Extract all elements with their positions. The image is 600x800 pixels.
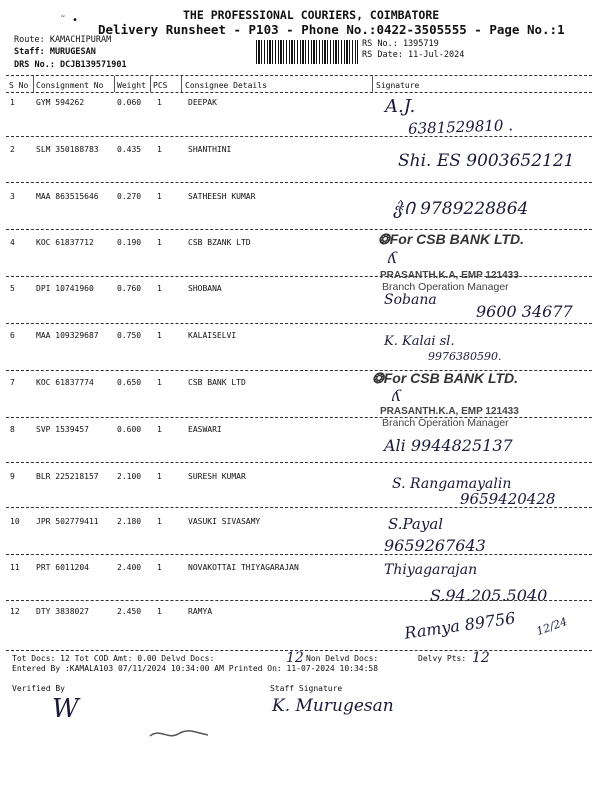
row-sno: 11 [10,563,20,572]
row-sno: 3 [10,192,15,201]
row-consignee: SHANTHINI [188,145,232,154]
row-pcs: 1 [157,517,162,526]
row-weight: 0.750 [117,331,142,340]
handwritten-signature: S.Payal [388,515,444,533]
company-title: THE PROFESSIONAL COURIERS, COIMBATORE [183,8,440,22]
row-consignee: CSB BANK LTD [188,378,246,387]
col-sep [150,76,151,92]
row-consignment: GYM 594262 [36,98,85,107]
row-weight: 0.270 [117,192,142,201]
row-consignee: SATHEESH KUMAR [188,192,256,201]
row-weight: 2.100 [117,472,142,481]
divider [6,136,592,137]
divider [6,323,592,324]
handwritten-signature: ჭᲘ 9789228864 [394,199,529,219]
handwritten-phone: 9659420428 [460,490,556,508]
divider [6,600,592,601]
handwritten-phone: S.94.205.5040 [430,586,548,605]
row-consignment: MAA 863515646 [36,192,99,201]
row-weight: 0.650 [117,378,142,387]
row-pcs: 1 [157,98,162,107]
divider [6,92,592,93]
row-consignee: SURESH KUMAR [188,472,246,481]
col-weight: Weight [117,81,146,90]
row-consignee: CSB BZANK LTD [188,238,251,247]
divider [6,276,592,277]
handwritten-delivery-points: 12 [472,650,490,666]
col-sep [181,76,182,92]
row-sno: 8 [10,425,15,434]
handwritten-phone: 9659267643 [384,536,486,555]
handwritten-date: 12/24 [534,614,569,639]
row-consignment: MAA 109329687 [36,331,99,340]
verified-by-label: Verified By [12,684,65,693]
row-pcs: 1 [157,378,162,387]
scribble-mark [148,726,212,744]
staff-handwritten-signature: K. Murugesan [272,696,394,716]
col-sep [114,76,115,92]
divider [6,507,592,508]
row-sno: 9 [10,472,15,481]
col-signature: Signature [376,81,420,90]
row-sno: 7 [10,378,15,387]
row-sno: 10 [10,517,20,526]
row-weight: 0.435 [117,145,142,154]
row-weight: 0.190 [117,238,142,247]
handwritten-signature: Ramya 89756 [403,608,517,643]
handwritten-signature: A.J. [385,96,416,117]
row-weight: 0.060 [117,98,142,107]
row-sno: 2 [10,145,15,154]
scribble-mark: ˜ • [60,15,79,26]
divider [6,229,592,230]
row-consignee: KALAISELVI [188,331,237,340]
row-consignment: KOC 61837774 [36,378,94,387]
totals-line: Tot Docs: 12 Tot COD Amt: 0.00 Delvd Docs: [12,654,215,663]
row-consignment: DTY 3838027 [36,607,89,616]
stamp-name: PRASANTH.K.A, EMP 121433 [380,406,519,417]
stamp-text: For CSB BANK LTD. [383,370,519,386]
delivery-points-label: Delvy Pts: [418,654,467,663]
route-label: Route: KAMACHIPURAM [14,35,112,45]
row-pcs: 1 [157,425,162,434]
handwritten-signature: S. Rangamayalin [392,476,512,492]
handwritten-signature: K. Kalai sl. [384,334,455,349]
bank-stamp [372,370,518,387]
handwritten-signature: Shi. ES 9003652121 [398,151,575,171]
row-pcs: 1 [157,284,162,293]
verified-signature: W [52,694,79,724]
row-weight: 2.400 [117,563,142,572]
row-weight: 0.760 [117,284,142,293]
col-sep [372,76,373,92]
col-consignment: Consignment No [36,81,104,90]
stamp-role: Branch Operation Manager [382,417,509,429]
row-sno: 6 [10,331,15,340]
row-consignee: DEEPAK [188,98,217,107]
row-consignment: SVP 1539457 [36,425,89,434]
stamp-icon: ❂ [378,231,390,247]
divider [6,554,592,555]
row-consignment: BLR 225218157 [36,472,99,481]
handwritten-delivered-count: 12 [286,650,304,666]
stamp-role: Branch Operation Manager [382,281,509,293]
row-consignment: SLM 350188783 [36,145,99,154]
staff-signature-label: Staff Signature [270,684,343,693]
handwritten-phone: 9976380590. [428,350,502,363]
handwritten-signature: Sobana [384,292,437,308]
bank-stamp [378,231,524,248]
row-pcs: 1 [157,472,162,481]
handwritten-phone: 6381529810 . [407,116,514,138]
stamp-name: PRASANTH.K.A, EMP 121433 [380,270,519,281]
row-sno: 5 [10,284,15,293]
divider [6,75,592,76]
stamp-icon: ❂ [372,370,384,386]
col-pcs: PCS [153,81,168,90]
row-pcs: 1 [157,607,162,616]
row-pcs: 1 [157,238,162,247]
runsheet-subtitle: Delivery Runsheet - P103 - Phone No.:0422-3505555 - Page No.:1 [98,22,565,37]
drs-label: DRS No.: DCJB139571901 [14,60,127,70]
row-sno: 1 [10,98,15,107]
row-weight: 0.600 [117,425,142,434]
row-consignment: KOC 61837712 [36,238,94,247]
row-weight: 2.450 [117,607,142,616]
row-consignee: EASWARI [188,425,222,434]
entered-by-line: Entered By :KAMALA103 07/11/2024 10:34:00 AM Printed On: 11-07-2024 10:34:58 [12,664,379,673]
handwritten-initial: ʎ [392,386,402,405]
handwritten-initial: ʎ [388,248,398,267]
staff-label: Staff: MURUGESAN [14,47,96,57]
rs-date-label: RS Date: 11-Jul-2024 [362,50,465,60]
row-consignment: PRT 6011204 [36,563,89,572]
divider [6,462,592,463]
col-sep [33,76,34,92]
barcode-image [256,40,358,64]
row-consignee: SHOBANA [188,284,222,293]
rs-no-label: RS No.: 1395719 [362,39,439,49]
handwritten-phone: 9600 34677 [476,302,573,321]
divider [6,182,592,183]
row-consignment: JPR 502779411 [36,517,99,526]
handwritten-signature: Thiyagarajan [384,562,478,578]
row-pcs: 1 [157,331,162,340]
handwritten-signature: Ali 9944825137 [384,436,513,455]
row-pcs: 1 [157,563,162,572]
col-consignee: Consignee Details [185,81,267,90]
col-sno: S No [9,81,29,90]
row-consignment: DPI 10741960 [36,284,94,293]
divider [6,417,592,418]
non-delivered-label: Non Delvd Docs: [306,654,379,663]
row-consignee: RAMYA [188,607,213,616]
row-pcs: 1 [157,145,162,154]
row-consignee: VASUKI SIVASAMY [188,517,261,526]
row-pcs: 1 [157,192,162,201]
row-sno: 4 [10,238,15,247]
row-sno: 12 [10,607,20,616]
row-weight: 2.180 [117,517,142,526]
row-consignee: NOVAKOTTAI THIYAGARAJAN [188,563,299,572]
stamp-text: For CSB BANK LTD. [389,231,525,247]
